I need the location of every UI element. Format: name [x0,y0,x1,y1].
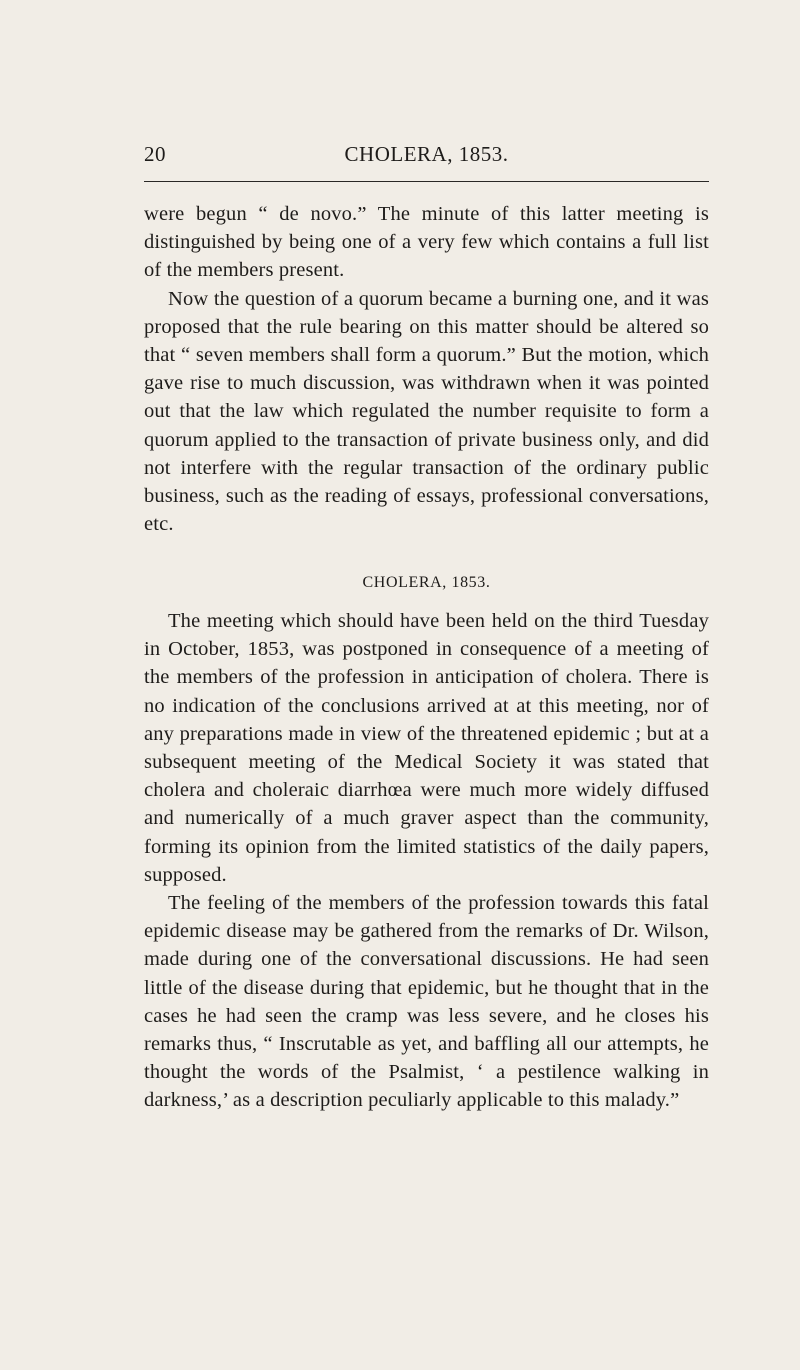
page-header [144,142,709,172]
text-block-before-heading [144,200,709,538]
paragraph-meeting-postponed: The meeting which should have been held on the third Tuesday in October, 1853, was postponed in consequence of a meeting of the members of the profession in anticipation of cholera. There is no indication of the conclusions arrived at at this meeting, nor of any preparations made in view of the threatened epidemic ; but at a subsequent meeting of the Medical Society it was stated that cholera and choleraic diarrhœa were much more widely diffused and numerically of a much graver aspect than the community, forming its opinion from the limited statistics of the daily papers, supposed. [144,610,709,886]
paragraph-quorum: Now the question of a quorum became a burning one, and it was proposed that the rule bearing on this matter should be altered so that “ seven members shall form a quorum.” But the motion, which gave rise to much discussion, was withdrawn when it was pointed out that the law which regulated the number requisite to form a quorum applied to the transaction of private business only, and did not interfere with the regular transaction of the ordinary public business, such as the reading of essays, professional conversations, etc. [144,287,709,536]
header-rule [144,181,709,182]
section-heading: CHOLERA, 1853. [362,574,491,591]
paragraph-dr-wilson: The feeling of the members of the profession towards this fatal epidemic disease may be gathered from the remarks of Dr. Wilson, made during one of the conversational discussions. He had seen little of the disease during that epidemic, but he thought that in the cases he had seen the cramp was less severe, and he closes his remarks thus, “ Inscrutable as yet, and baffling all our attempts, he thought the words of the Psalmist, ‘ a pestilence walking in darkness,’ as a description peculiarly applicable to this malady.” [144,892,709,1112]
text-block-after-heading [144,607,709,1115]
paragraph-continuation: were begun “ de novo.” The minute of this latter meeting is distinguished by being one of a very few which contains a full list of the members present. [144,203,709,282]
running-head: CHOLERA, 1853. [344,142,509,166]
page-number: 20 [144,142,166,166]
